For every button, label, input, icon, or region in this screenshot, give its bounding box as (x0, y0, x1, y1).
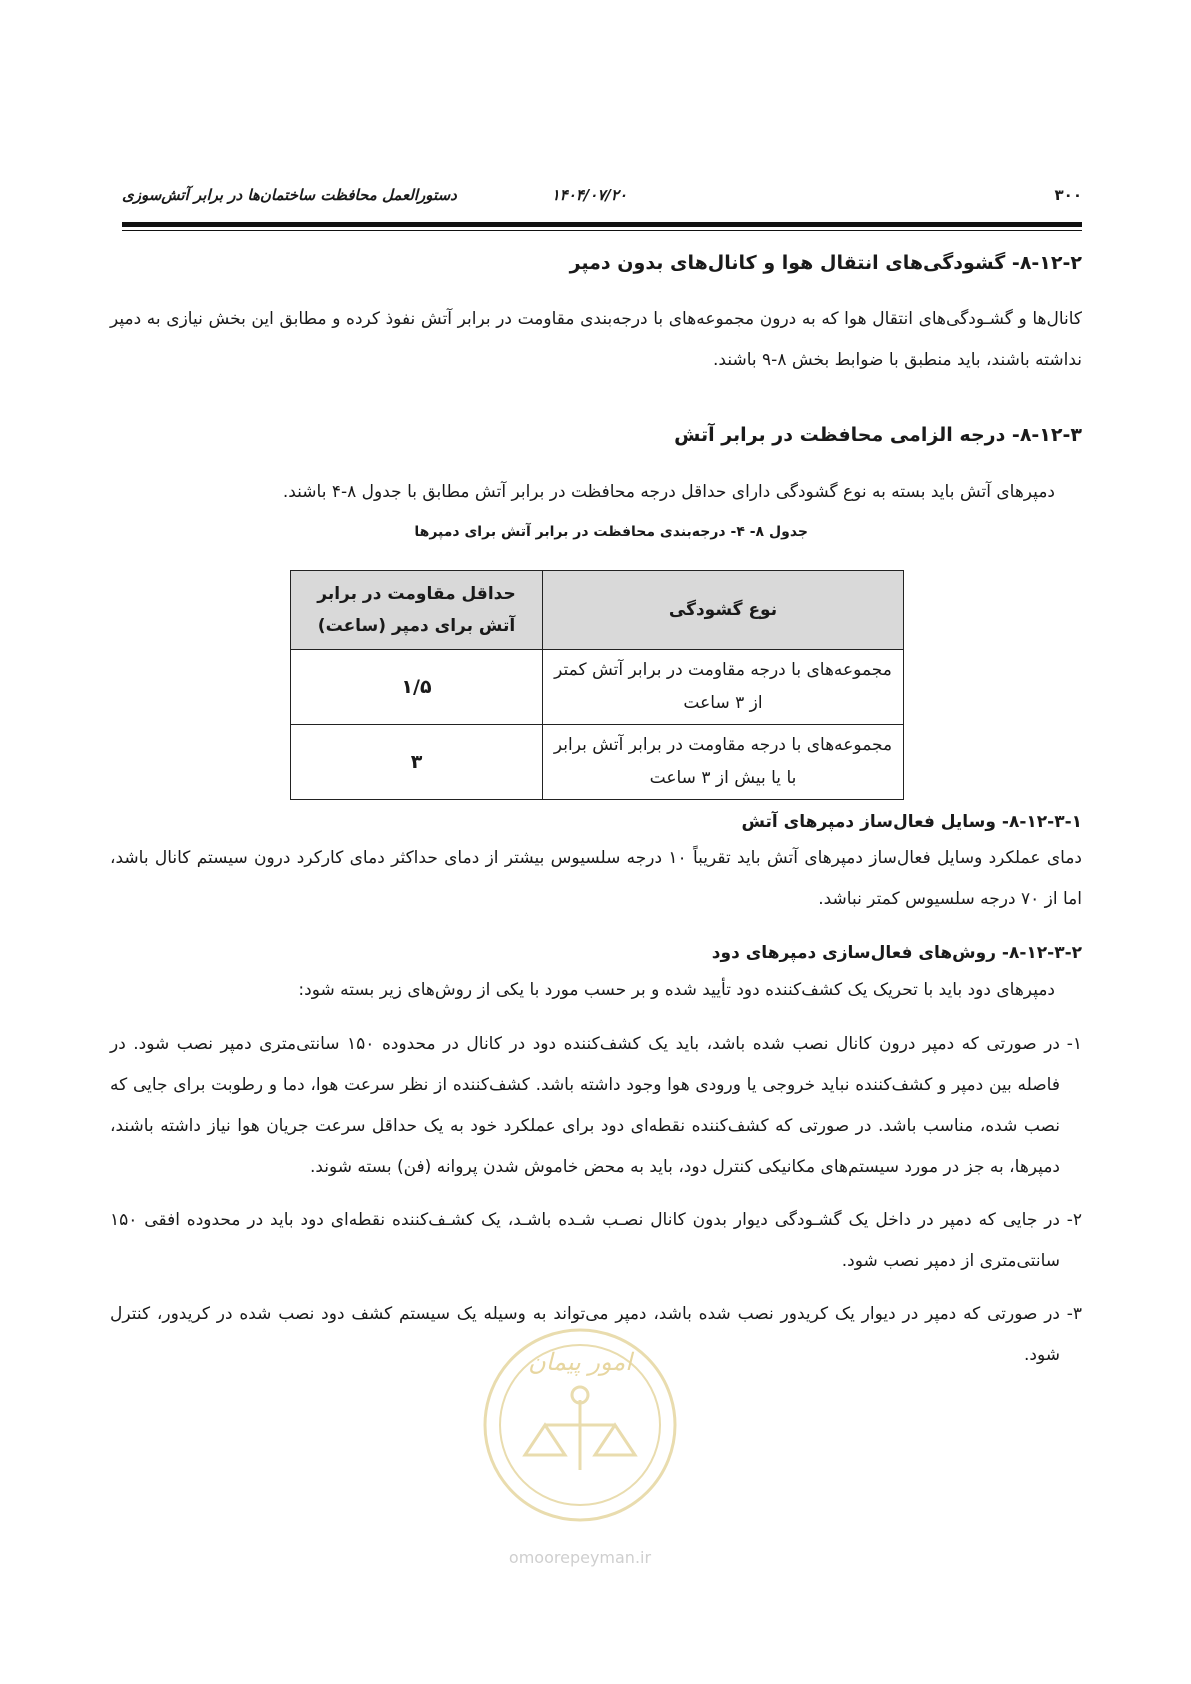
list-item-text: در جایی که دمپر در داخل یک گشـودگی دیوار بدون کانال نصـب شـده باشـد، یک کشـف‌کننده نقطه‌ای دود باید در محدوده افقی ۱۵۰ سانتی‌متری از دمپر نصب شود. (110, 1210, 1060, 1271)
section-heading-8-12-3: ۸-۱۲-۳- درجه الزامی محافظت در برابر آتش (674, 424, 1082, 446)
section-paragraph-8-12-2: کانال‌ها و گشـودگی‌های انتقال هوا که به درون مجموعه‌های با درجه‌بندی مقاومت در برابر آتش نفوذ کرده و مطابق این بخش نیازی به دمپر نداشته باشند، باید منطبق با ضوابط بخش ۸-۹ باشند. (110, 309, 1082, 370)
list-item-number: ۱- (1066, 1034, 1082, 1054)
damper-rating-table (290, 570, 904, 800)
table-header-row (291, 571, 904, 650)
subsection-paragraph-8-12-3-1: دمای عملکرد وسایل فعال‌ساز دمپرهای آتش باید تقریباً ۱۰ درجه سلسیوس بیشتر از دمای حداکثر دمای کارکرد درون سیستم کانال باشد، اما از ۷۰ درجه سلسیوس کمتر نباشد. (110, 848, 1082, 909)
table-cell: مجموعه‌های با درجه مقاومت در برابر آتش برابر با یا بیش از ۳ ساعت (543, 725, 904, 800)
header-date: ۱۴۰۴/۰۷/۲۰ (551, 186, 627, 204)
table-cell: ۱/۵ (291, 650, 543, 725)
list-item-number: ۳- (1066, 1304, 1082, 1324)
list-item (110, 1024, 1082, 1188)
table-cell: مجموعه‌های با درجه مقاومت در برابر آتش کمتر از ۳ ساعت (543, 650, 904, 725)
table-row (291, 650, 904, 725)
header-rule-thin (122, 230, 1082, 231)
table-row (291, 725, 904, 800)
list-item (110, 1200, 1082, 1282)
table-header-cell: حداقل مقاومت در برابر آتش برای دمپر (ساعت) (291, 571, 543, 650)
header-title: دستورالعمل محافظت ساختمان‌ها در برابر آتش‌سوزی (122, 186, 457, 204)
table-caption: جدول ۸- ۴- درجه‌بندی محافظت در برابر آتش برای دمپرها (414, 524, 808, 540)
header-rule-thick (122, 222, 1082, 227)
watermark-seal (470, 1305, 690, 1575)
section-paragraph-8-12-3: دمپرهای آتش باید بسته به نوع گشودگی دارای حداقل درجه محافظت در برابر آتش مطابق با جدول ۸-۴ باشند. (282, 482, 1055, 502)
page-number: ۳۰۰ (1054, 186, 1082, 204)
list-item-text: در صورتی که دمپر درون کانال نصب شده باشد، باید یک کشف‌کننده دود در کانال در محدوده ۱۵۰ سانتی‌متری دمپر نصب شود. در فاصله بین دمپر و کشف‌کننده نباید خروجی یا ورودی هوا وجود داشته باشد. کشف‌کننده از نظر سرعت هوا، دما و رطوبت برای جایی که نصب شده، مناسب باشد. در صورتی که کشف‌کننده نقطه‌ای دود برای عملکرد خود به یک حداقل سرعت جریان هوا نیاز داشته باشند، دمپرها، به جز در مورد سیستم‌های مکانیکی کنترل دود، باید به محض خاموش شدن پروانه (فن) بسته شوند. (110, 1034, 1060, 1177)
subsection-heading-8-12-3-1: ۸-۱۲-۳-۱- وسایل فعال‌ساز دمپرهای آتش (741, 812, 1082, 832)
table-header-cell: نوع گشودگی (543, 571, 904, 650)
subsection-paragraph-8-12-3-2: دمپرهای دود باید با تحریک یک کشف‌کننده دود تأیید شده و بر حسب مورد با یکی از روش‌های زیر بسته شود: (298, 980, 1055, 1000)
watermark-url: omoorepeyman.ir (508, 1548, 652, 1567)
list-item-text: در صورتی که دمپر در دیوار یک کریدور نصب شده باشد، دمپر می‌تواند به وسیله یک سیستم کشف دود نصب شده در کریدور، کنترل شود. (110, 1304, 1060, 1365)
watermark-text: امور پیمان (528, 1348, 632, 1376)
watermark-emblem-icon (470, 1305, 690, 1575)
list-item-number: ۲- (1066, 1210, 1082, 1230)
subsection-heading-8-12-3-2: ۸-۱۲-۳-۲- روش‌های فعال‌سازی دمپرهای دود (711, 943, 1082, 963)
table-cell: ۳ (291, 725, 543, 800)
page-header (122, 186, 1082, 208)
section-heading-8-12-2: ۸-۱۲-۲- گشودگی‌های انتقال هوا و کانال‌های بدون دمپر (569, 252, 1082, 274)
